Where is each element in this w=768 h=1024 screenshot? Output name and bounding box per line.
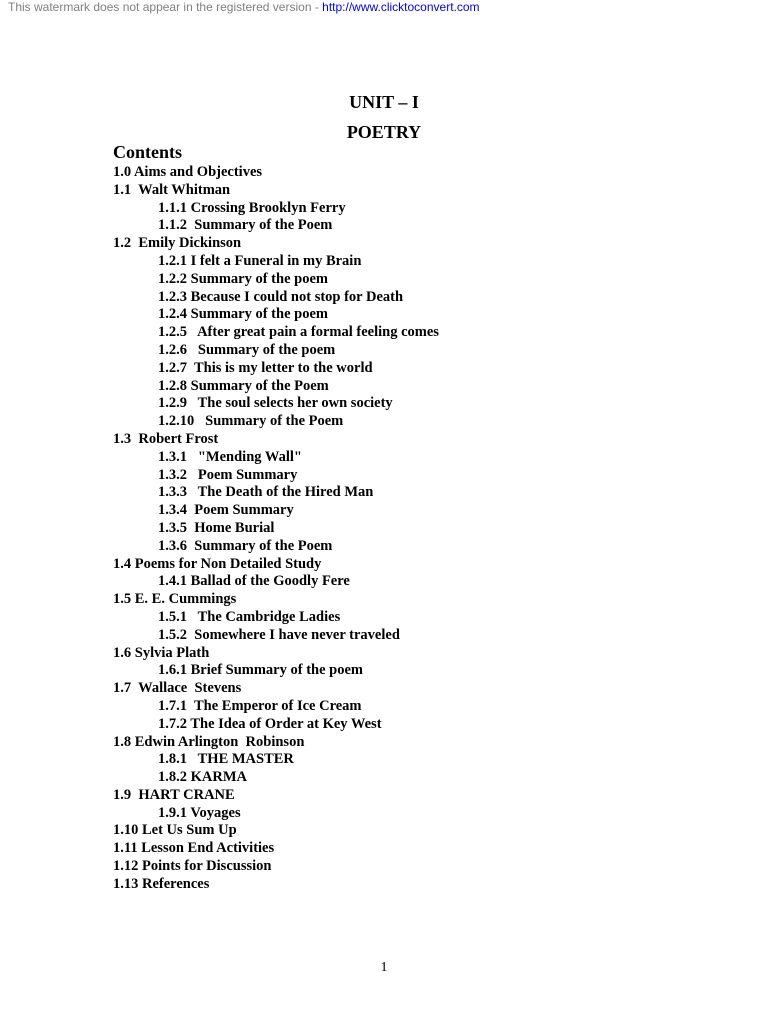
toc-subentry: 1.1.2 Summary of the Poem [158, 217, 333, 234]
toc-subentry: 1.8.1 THE MASTER [158, 751, 294, 768]
toc-subentry: 1.5.2 Somewhere I have never traveled [158, 626, 400, 643]
toc-subentry: 1.3.5 Home Burial [158, 519, 275, 536]
toc-subentry: 1.3.6 Summary of the Poem [158, 537, 333, 554]
toc-entry: 1.7 Wallace Stevens [113, 680, 242, 697]
toc-subentry: 1.2.3 Because I could not stop for Death [158, 288, 404, 305]
toc-entry: 1.12 Points for Discussion [113, 858, 272, 875]
toc-entry: 1.3 Robert Frost [113, 430, 219, 447]
table-of-contents [113, 164, 439, 894]
toc-entry: 1.4 Poems for Non Detailed Study [113, 555, 322, 572]
toc-entry: 1.1 Walt Whitman [113, 181, 231, 198]
toc-subentry: 1.2.10 Summary of the Poem [158, 413, 344, 430]
toc-subentry: 1.2.6 Summary of the poem [158, 341, 336, 358]
toc-entry: 1.5 E. E. Cummings [113, 591, 237, 608]
toc-entry: 1.2 Emily Dickinson [113, 235, 242, 252]
toc-subentry: 1.3.4 Poem Summary [158, 502, 294, 519]
toc-subentry: 1.2.7 This is my letter to the world [158, 359, 373, 376]
toc-subentry: 1.2.2 Summary of the poem [158, 270, 328, 287]
toc-subentry: 1.4.1 Ballad of the Goodly Fere [158, 573, 350, 590]
toc-subentry: 1.3.1 "Mending Wall" [158, 448, 302, 465]
subject-title: POETRY [346, 122, 422, 142]
toc-entry: 1.0 Aims and Objectives [113, 164, 263, 180]
toc-subentry: 1.2.8 Summary of the Poem [158, 377, 329, 394]
toc-entry: 1.11 Lesson End Activities [113, 840, 275, 857]
watermark-text: This watermark does not appear in the registered version - [8, 0, 323, 14]
toc-entry: 1.9 HART CRANE [113, 786, 235, 803]
toc-subentry: 1.3.3 The Death of the Hired Man [158, 484, 374, 501]
toc-entry: 1.6 Sylvia Plath [113, 644, 210, 661]
toc-subentry: 1.7.1 The Emperor of Ice Cream [158, 697, 362, 714]
toc-subentry: 1.2.5 After great pain a formal feeling comes [158, 324, 439, 341]
toc-subentry: 1.6.1 Brief Summary of the poem [158, 662, 363, 679]
toc-entry: 1.8 Edwin Arlington Robinson [113, 733, 305, 750]
toc-subentry: 1.1.1 Crossing Brooklyn Ferry [158, 199, 346, 216]
watermark-link[interactable]: http://www.clicktoconvert.com [322, 0, 480, 14]
toc-subentry: 1.2.1 I felt a Funeral in my Brain [158, 252, 362, 269]
toc-subentry: 1.9.1 Voyages [158, 804, 241, 821]
unit-title: UNIT – I [349, 92, 419, 112]
toc-subentry: 1.2.9 The soul selects her own society [158, 395, 393, 412]
toc-subentry: 1.5.1 The Cambridge Ladies [158, 608, 341, 625]
toc-entry: 1.10 Let Us Sum Up [113, 822, 237, 839]
watermark-notice [8, 0, 480, 14]
toc-entry: 1.13 References [113, 875, 210, 892]
page-number: 1 [380, 960, 388, 975]
toc-subentry: 1.2.4 Summary of the poem [158, 306, 328, 323]
contents-heading: Contents [113, 142, 183, 162]
toc-subentry: 1.8.2 KARMA [158, 769, 248, 786]
toc-subentry: 1.3.2 Poem Summary [158, 466, 298, 483]
toc-subentry: 1.7.2 The Idea of Order at Key West [158, 715, 382, 732]
